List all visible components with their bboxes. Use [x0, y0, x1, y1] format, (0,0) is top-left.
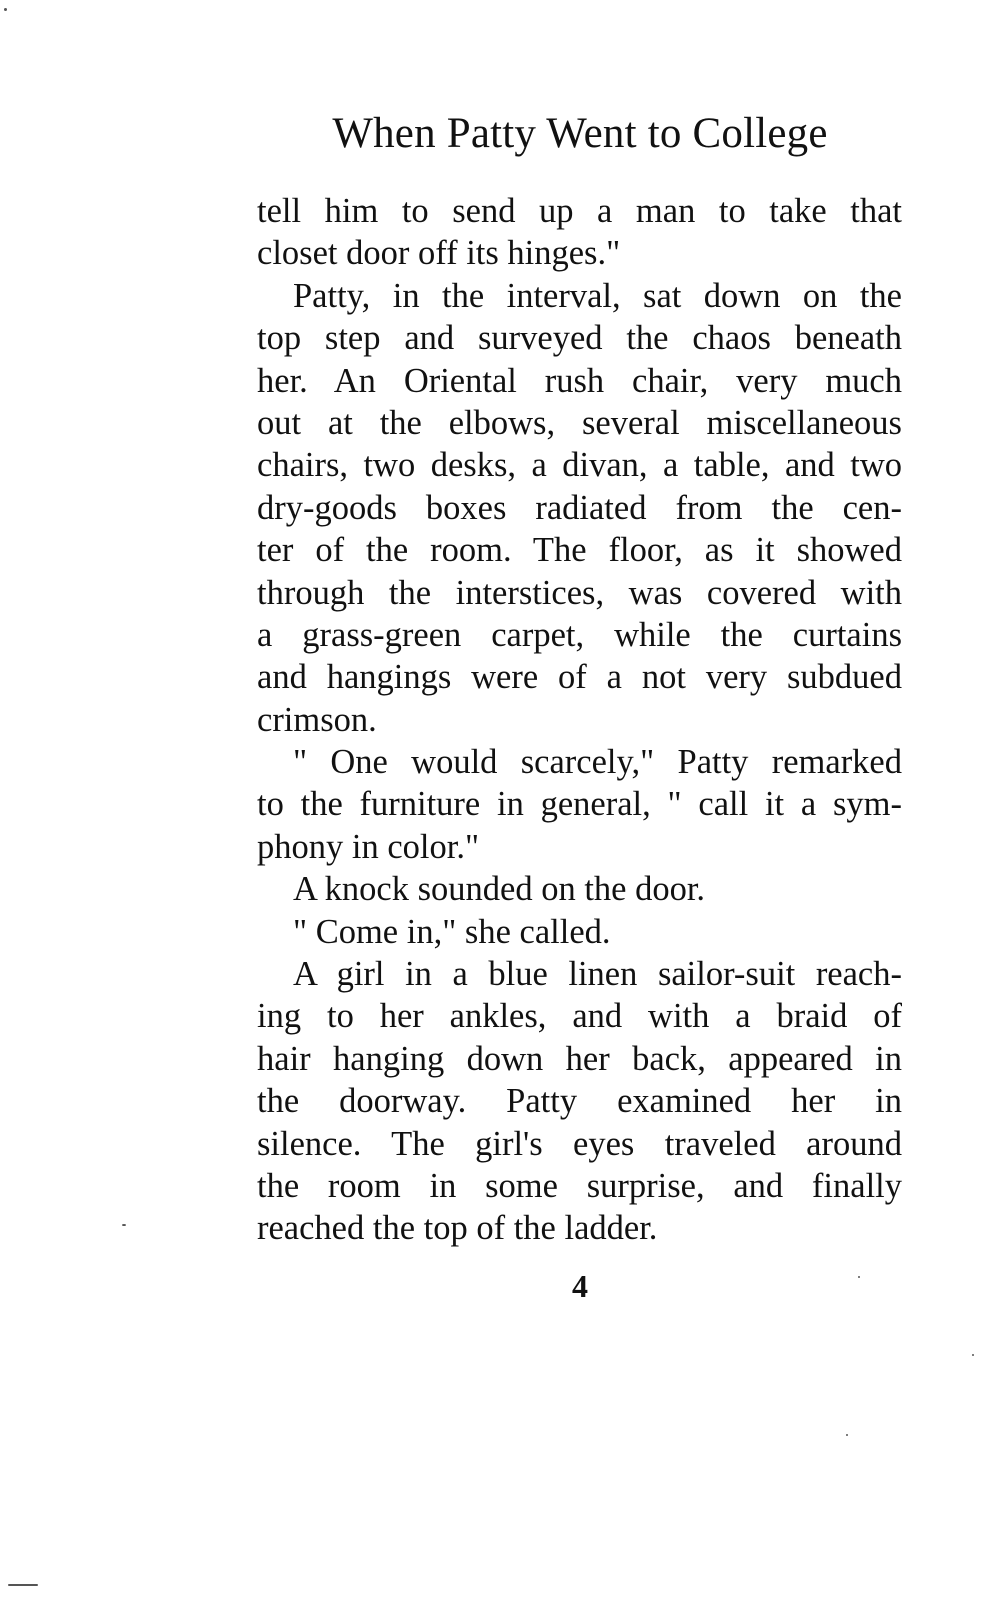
body-text — [257, 190, 902, 1250]
running-title: When Patty Went to College — [332, 110, 828, 157]
text-line: A girl in a blue linen sailor-suit reach- — [293, 955, 902, 994]
text-line: phony in color." — [257, 827, 480, 866]
text-line: hair hanging down her back, appeared in — [257, 1039, 902, 1078]
text-line: chairs, two desks, a divan, a table, and two — [257, 446, 902, 485]
text-line: her. An Oriental rush chair, very much — [257, 361, 902, 400]
text-line: closet door off its hinges." — [257, 234, 621, 273]
text-line: A knock sounded on the door. — [293, 870, 706, 909]
scan-speck — [858, 1276, 860, 1278]
scan-speck — [4, 8, 7, 11]
text-line: through the interstices, was covered with — [257, 573, 902, 612]
text-line: Patty, in the interval, sat down on the — [293, 276, 902, 315]
text-line: silence. The girl's eyes traveled around — [257, 1124, 902, 1163]
text-line: the room in some surprise, and finally — [257, 1166, 902, 1205]
scan-speck — [846, 1434, 848, 1436]
text-line: the doorway. Patty examined her in — [257, 1082, 902, 1121]
text-line: dry-goods boxes radiated from the cen- — [257, 488, 902, 527]
text-line: out at the elbows, several miscellaneous — [257, 403, 902, 442]
text-line: to the furniture in general, " call it a sym- — [257, 785, 902, 824]
text-line: reached the top of the ladder. — [257, 1209, 658, 1248]
text-line: ter of the room. The floor, as it showed — [257, 531, 902, 570]
text-line: top step and surveyed the chaos beneath — [257, 319, 902, 358]
scan-speck — [8, 1584, 38, 1586]
text-line: and hangings were of a not very subdued — [257, 658, 902, 697]
text-line: a grass-green carpet, while the curtains — [257, 615, 902, 654]
text-line: crimson. — [257, 700, 377, 739]
text-line: ing to her ankles, and with a braid of — [257, 997, 902, 1036]
page-number: 4 — [572, 1268, 588, 1304]
text-line: " Come in," she called. — [293, 912, 611, 951]
scan-speck — [972, 1354, 974, 1356]
text-line: " One would scarcely," Patty remarked — [293, 743, 902, 782]
text-line: tell him to send up a man to take that — [257, 192, 902, 230]
scan-speck — [122, 1224, 126, 1226]
